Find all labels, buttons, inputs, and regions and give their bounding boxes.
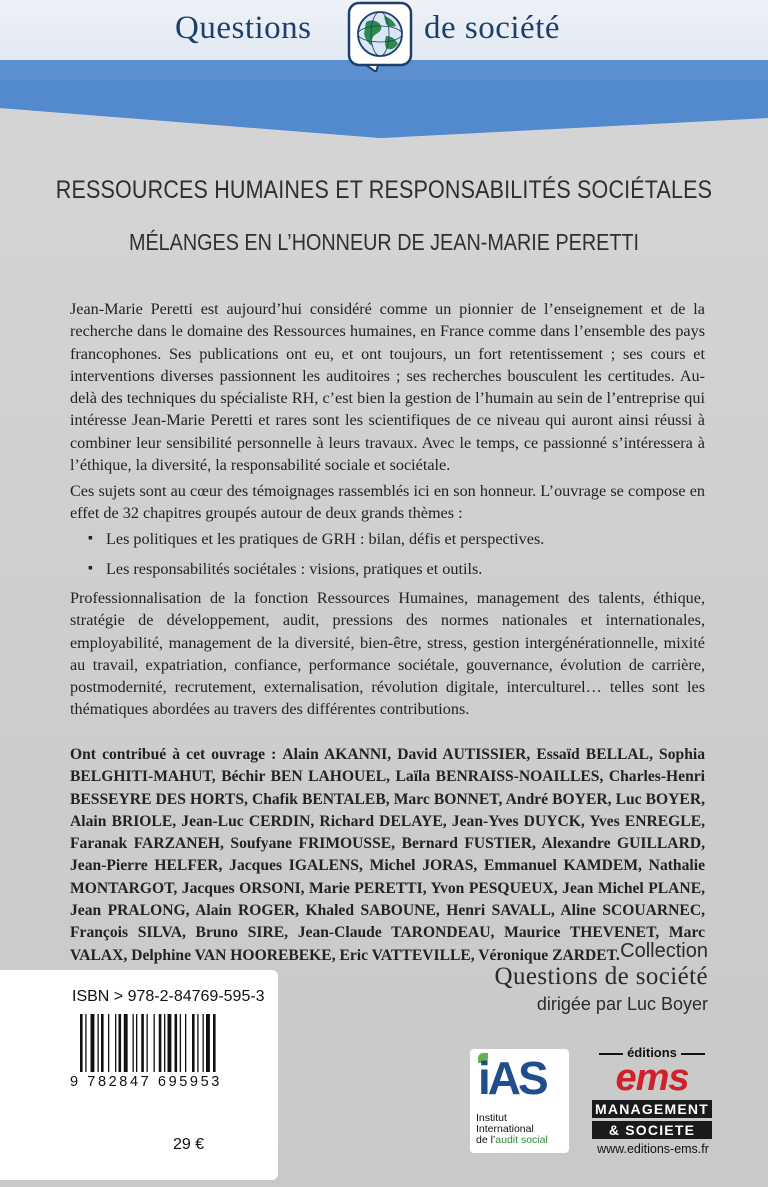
- ias-line-2: International: [476, 1123, 534, 1135]
- ems-editions-label: éditions: [590, 1045, 714, 1060]
- price: 29 €: [173, 1136, 205, 1153]
- description-paragraph-2: Ces sujets sont au cœur des témoignages rassemblés ici en son honneur. L’ouvrage se compose en effet de 32 chapitres groupés autour de deux grands thèmes :: [70, 482, 705, 523]
- banner-title-left: Questions: [175, 10, 312, 46]
- ias-line-3-highlight: audit social: [495, 1134, 548, 1146]
- ias-logo-mark: iAS: [478, 1052, 546, 1104]
- ems-logo-mark: ems: [615, 1057, 689, 1099]
- collection-name: Questions de société: [494, 963, 708, 990]
- isbn-label: ISBN > 978-2-84769-595-3: [72, 988, 265, 1005]
- theme-item: ▪ Les responsabilités sociétales : visions, pratiques et outils.: [88, 554, 544, 584]
- ems-bar-management: MANAGEMENT: [592, 1100, 712, 1118]
- contributors-lead: Ont contribué à cet ouvrage :: [70, 746, 277, 763]
- banner-title-right: de société: [424, 10, 561, 46]
- collection-label: Collection: [620, 940, 708, 962]
- contributors-list: Alain AKANNI, David AUTISSIER, Essaïd BELLAL, Sophia BELGHITI-MAHUT, Béchir BEN LAHOUEL, Laïla BENRAISS-NOAILLES, Charles-Henri BESSEYRE DES HORTS, Chafik BENTALEB, Marc BONNET, André BOYER, Luc BOYER, Alain BRIOLE, Jean-Luc CERDIN, Richard DELAYE, Jean-Yves DUYCK, Yves ENREGLE, Faranak FARZANEH, Soufyane FRIMOUSSE, Bernard FUSTIER, Alexandre GUILLARD, Jean-Pierre HELFER, Jacques IGALENS, Michel JORAS, Emmanuel KAMDEM, Nathalie MONTARGOT, Jacques ORSONI, Marie PERETTI, Yvon PESQUEUX, Jean Michel PLANE, Jean PRALONG, Alain ROGER, Khaled SABOUNE, Henri SAVALL, Aline SCOUARNEC, François SILVA, Bruno SIRE, Jean-Claude TARONDEAU, Maurice THEVENET, Marc VALAX, Delphine VAN HOOREBEKE, Eric VATTEVILLE, Véronique ZARDET.: [70, 746, 705, 964]
- ias-line-1: Institut: [476, 1112, 507, 1124]
- theme-list: [88, 524, 544, 584]
- book-title: RESSOURCES HUMAINES ET RESPONSABILITÉS SOCIÉTALES: [55, 176, 713, 204]
- contributors-block: [70, 744, 705, 967]
- ias-logo: [470, 1049, 569, 1153]
- ems-website: www.editions-ems.fr: [597, 1142, 709, 1156]
- ias-logo-text: [476, 1113, 548, 1146]
- barcode-icon: [78, 1014, 256, 1072]
- ias-line-3-prefix: de l’: [476, 1134, 496, 1146]
- ias-line-3: [476, 1135, 548, 1146]
- description-paragraph-1: Jean-Marie Peretti est aujourd’hui considéré comme un pionnier de l’enseignement et de la recherche dans le domaine des Ressources humaines, en France comme dans l’ensemble des pays francophones. Ses publications ont eu, et ont toujours, un fort retentissement ; ses cours et interventions diverses passionnent les auditoires ; ses recherches bousculent les certitudes. Au-delà des techniques du spécialiste RH, c’est bien la gestion de l’humain au sein de l’entreprise qui intéresse Jean-Marie Peretti et rares sont les scientifiques de ce niveau qui auront ainsi réussi à combiner leur sensibilité personnelle à leurs travaux. Avec le temps, ce passionné s’intéressera à l’éthique, la diversité, la responsabilité sociale et sociétale.: [70, 300, 705, 475]
- theme-item: ▪ Les politiques et les pratiques de GRH : bilan, défis et perspectives.: [88, 524, 544, 554]
- book-subtitle: MÉLANGES EN L’HONNEUR DE JEAN-MARIE PERETTI: [129, 229, 639, 255]
- ems-bar-societe: & SOCIETE: [592, 1121, 712, 1139]
- collection-director: dirigée par Luc Boyer: [536, 994, 708, 1014]
- globe-icon: [346, 0, 414, 72]
- barcode-digits: 9 782847 695953: [70, 1074, 222, 1090]
- description-paragraph-3: Professionnalisation de la fonction Ressources Humaines, management des talents, éthique, stratégie de développement, audit, pressions des normes nationales et internationales, employabilité, management de la diversité, bien-être, stress, gestion intergénérationnelle, mixité au travail, expatriation, confiance, performance sociétale, gouvernance, évolution de carrière, postmodernité, recrutement, externalisation, révolution digitale, interculturel… telles sont les thématiques abordées au travers des différentes contributions.: [70, 589, 705, 719]
